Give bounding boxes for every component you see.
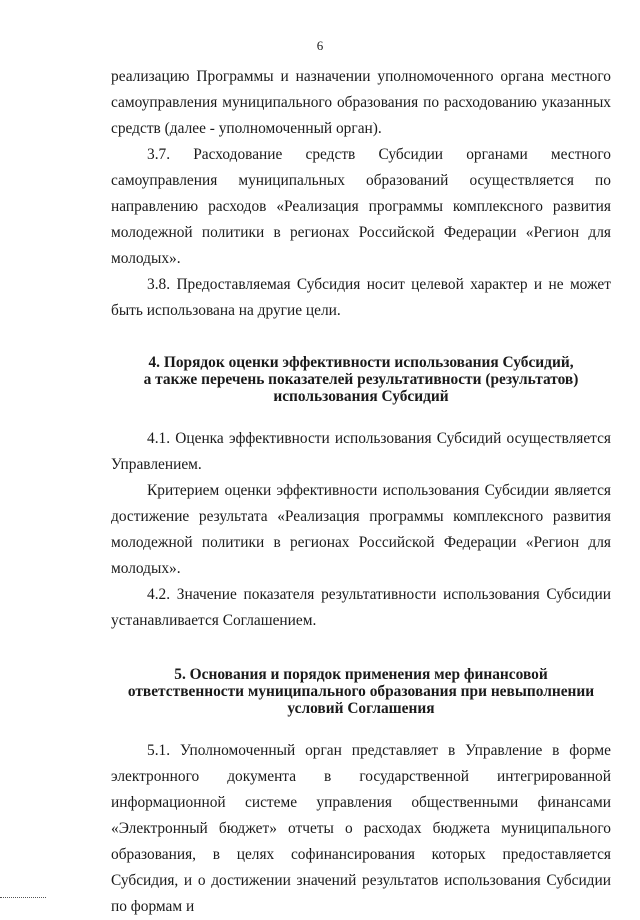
paragraph-continued: реализацию Программы и назначении уполномоченного органа местного самоуправления муниципального образования по расходованию указанных средств (далее - уполномоченный орган). (111, 68, 611, 137)
paragraph-4-1: 4.1. Оценка эффективности использования Субсидий осуществляется Управлением. (111, 430, 611, 473)
section-4-heading-line-3: использования Субсидий (273, 388, 449, 405)
section-5-heading-line-3: условий Соглашения (287, 700, 435, 717)
page-number: 6 (316, 38, 324, 53)
paragraph-4-criterion: Критерием оценки эффективности использования Субсидии является достижение результата «Реализация программы комплексного развития молодежной политики в регионах Российской Федерации «Регион для молодых». (111, 482, 611, 577)
section-5-heading-line-2: ответственности муниципального образования при невыполнении (127, 683, 595, 700)
section-4-heading-line-2: а также перечень показателей результативности (результатов) (143, 371, 579, 388)
section-5-heading (111, 666, 611, 717)
document-body (111, 64, 611, 920)
paragraph-3-7: 3.7. Расходование средств Субсидии органами местного самоуправления муниципальных образований осуществляется по направлению расходов «Реализация программы комплексного развития молодежной политики в регионах Российской Федерации «Регион для молодых». (111, 146, 611, 267)
paragraph-3-8: 3.8. Предоставляемая Субсидия носит целевой характер и не может быть использована на другие цели. (111, 276, 611, 319)
paragraph-5-1: 5.1. Уполномоченный орган представляет в Управление в форме электронного документа в государственной интегрированной информационной системе управления общественными финансами «Электронный бюджет» отчеты о расходах бюджета муниципального образования, в целях софинансирования которых предоставляется Субсидия, и о достижении значений результатов использования Субсидии по формам и (111, 742, 611, 915)
footer-rule (0, 897, 46, 898)
section-5-heading-line-1: 5. Основания и порядок применения мер финансовой (174, 666, 548, 683)
section-4-heading (111, 354, 611, 405)
section-4-heading-line-1: 4. Порядок оценки эффективности использования Субсидий, (148, 354, 574, 371)
paragraph-4-2: 4.2. Значение показателя результативности использования Субсидии устанавливается Соглашением. (111, 586, 611, 629)
